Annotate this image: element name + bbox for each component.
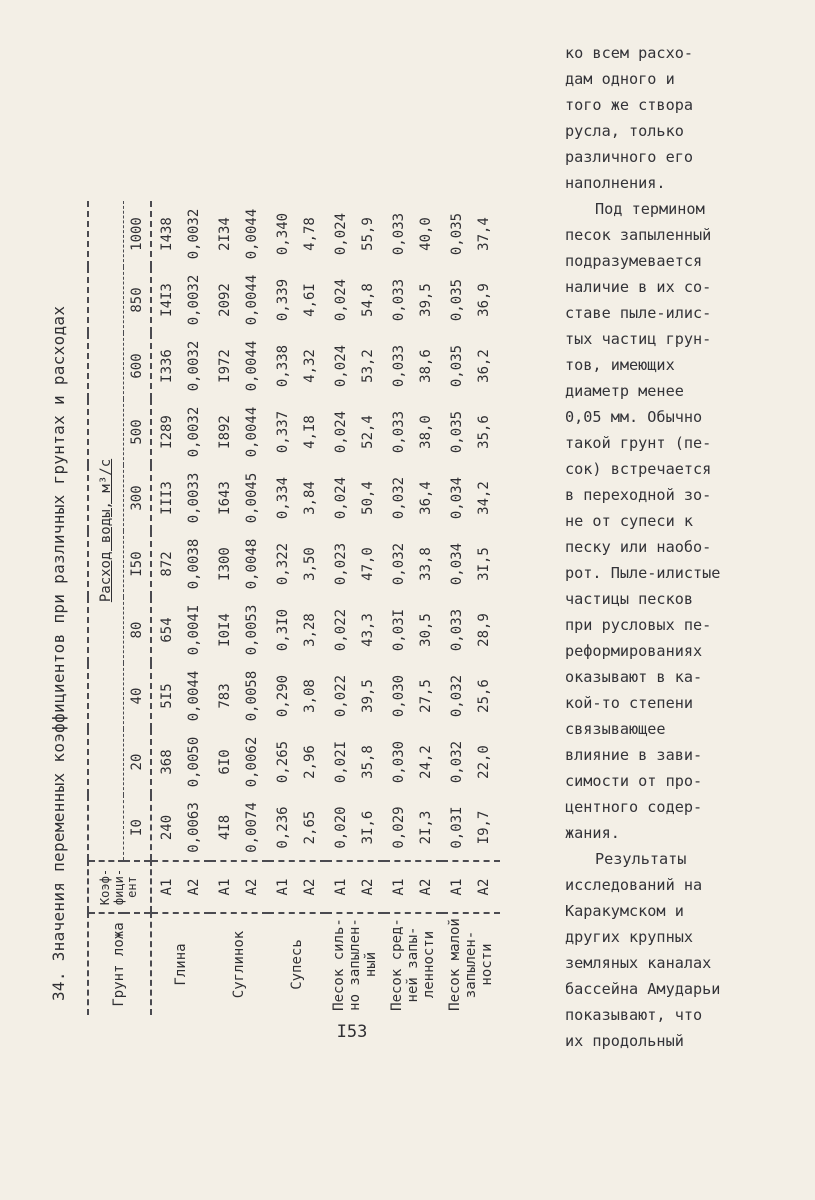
value-a1: 0,033 (391, 344, 408, 388)
value-a1: 0,032 (391, 476, 408, 520)
value-a2: 0,0058 (244, 670, 260, 722)
value-a2: 0,0045 (244, 472, 260, 524)
coefficient-a2: A2 (360, 878, 376, 896)
table-body (151, 201, 500, 1015)
header-flow: 1000 (124, 201, 152, 267)
value-a1: 0,337 (275, 410, 292, 454)
value-a1: 0,032 (449, 740, 466, 784)
value-cell (210, 333, 268, 399)
text-line: исследований на (565, 876, 703, 894)
value-a1: I300 (217, 547, 234, 581)
value-a2: 4,I8 (302, 415, 318, 449)
header-flow: 300 (124, 465, 152, 531)
coefficient-a2: A2 (476, 878, 492, 896)
value-a1: 0,029 (391, 806, 408, 849)
value-a1: 0,339 (275, 278, 292, 322)
text-line: связывающее (565, 720, 666, 738)
value-a2: 3,28 (302, 613, 318, 647)
value-cell (210, 201, 268, 267)
value-cell (326, 795, 384, 861)
value-a1: 0,024 (333, 410, 350, 454)
header-flow: 80 (124, 597, 152, 663)
text-line: ставе пыле-илис- (565, 304, 712, 322)
value-a2: 0,0044 (186, 670, 202, 722)
value-cell (151, 531, 210, 597)
text-line: наличие в их со- (565, 278, 712, 296)
text-line: влияние в зави- (565, 746, 703, 764)
value-cell (151, 399, 210, 465)
value-a1: 5I5 (159, 683, 176, 709)
value-cell (151, 729, 210, 795)
value-a1: 0,030 (391, 674, 408, 718)
value-cell (326, 267, 384, 333)
soil-name: Супесь (288, 939, 305, 990)
text-line: в переходной зо- (565, 486, 712, 504)
value-a2: 34,2 (476, 481, 492, 515)
value-a1: 0,030 (391, 740, 408, 784)
value-cell (151, 663, 210, 729)
value-a2: 37,4 (476, 217, 492, 251)
value-a1: 0,033 (449, 608, 466, 652)
value-a1: 0,022 (333, 608, 350, 652)
table-row (151, 201, 210, 1015)
value-cell (268, 399, 326, 465)
value-a1: 0,035 (449, 344, 466, 388)
value-cell (151, 597, 210, 663)
value-cell (151, 333, 210, 399)
coefficient-a2: A2 (186, 878, 202, 896)
value-cell (384, 597, 442, 663)
text-line: земляных каналах (565, 954, 712, 972)
text-line: того же створа (565, 96, 694, 114)
value-a2: 0,0074 (244, 802, 260, 853)
value-cell (268, 531, 326, 597)
text-line: реформированиях (565, 642, 703, 660)
header-flow-group: Расход воды, м³/с (88, 201, 124, 861)
coefficient-a2: A2 (418, 878, 434, 896)
text-line: сок) встречается (565, 460, 712, 478)
value-a2: 2I,3 (418, 810, 434, 845)
value-a2: 0,0044 (244, 274, 260, 326)
coefficient-a1: A1 (333, 878, 350, 896)
value-cell (384, 201, 442, 267)
value-a1: I438 (159, 217, 176, 251)
value-cell (326, 663, 384, 729)
value-cell (326, 729, 384, 795)
value-cell (384, 399, 442, 465)
text-line: рот. Пыле-илистые (565, 564, 721, 582)
coefficient-a2: A2 (244, 878, 260, 896)
value-cell (210, 465, 268, 531)
value-a1: 240 (159, 814, 176, 841)
text-line: песку или наобо- (565, 538, 712, 556)
text-line: диаметр менее (565, 382, 684, 400)
value-cell (326, 465, 384, 531)
value-cell (384, 663, 442, 729)
value-a1: 0,290 (275, 674, 292, 718)
value-cell (442, 795, 500, 861)
value-a1: 2I34 (217, 217, 234, 251)
value-a1: 654 (159, 617, 176, 643)
value-cell (268, 201, 326, 267)
value-a2: 35,8 (360, 745, 376, 779)
value-a2: 0,0053 (244, 604, 260, 656)
table-caption: 34. Значения переменных коэффициентов при различных грунтах и расходах (49, 305, 68, 1001)
text-line: тых частиц грун- (565, 330, 712, 348)
text-line: русла, только (565, 122, 684, 140)
value-a2: 38,6 (418, 349, 434, 383)
value-a1: 0,338 (275, 344, 292, 388)
value-cell (384, 795, 442, 861)
value-a1: 368 (159, 749, 176, 775)
coefficient-a1: A1 (275, 878, 292, 896)
value-a1: 0,033 (391, 410, 408, 454)
value-cell (268, 333, 326, 399)
text-line: симости от про- (565, 772, 703, 790)
value-cell (384, 333, 442, 399)
value-a2: 0,0032 (186, 406, 202, 458)
value-a1: 0,322 (275, 542, 292, 586)
value-a2: 54,8 (360, 283, 376, 317)
text-line: кой-то степени (565, 694, 694, 712)
value-a2: 3,08 (302, 679, 318, 713)
text-line: их продольный (565, 1032, 684, 1050)
coefficient-labels (210, 861, 268, 913)
value-cell (268, 465, 326, 531)
value-a1: 0,033 (391, 278, 408, 322)
coefficient-a1: A1 (159, 878, 176, 896)
value-cell (384, 465, 442, 531)
value-cell (210, 531, 268, 597)
value-a1: 0,032 (449, 674, 466, 718)
value-a2: 4,6I (302, 283, 318, 317)
value-a1: 0,035 (449, 278, 466, 322)
text-line: Под термином (595, 200, 705, 218)
value-a1: 0,03I (449, 806, 466, 849)
value-a1: I336 (159, 349, 176, 383)
value-a2: 38,0 (418, 415, 434, 449)
value-a2: 55,9 (360, 217, 376, 251)
value-a2: 3I,5 (476, 547, 492, 581)
value-cell (442, 663, 500, 729)
soil-name: Суглинок (230, 930, 247, 999)
text-line: ко всем расхо- (565, 44, 694, 62)
value-a1: 0,020 (333, 806, 350, 849)
header-coefficient: Коэф-фици-ент (88, 861, 151, 913)
value-a2: 0,0032 (186, 340, 202, 392)
header-flow: 500 (124, 399, 152, 465)
value-a2: 53,2 (360, 349, 376, 383)
value-cell (268, 597, 326, 663)
value-a1: 0,035 (449, 410, 466, 454)
value-a2: 47,0 (360, 547, 376, 581)
body-text-column (565, 40, 755, 1054)
coefficient-a1: A1 (391, 878, 408, 896)
value-a1: I0I4 (217, 613, 234, 647)
value-a1: 872 (159, 551, 176, 577)
text-line: такой грунт (пе- (565, 434, 712, 452)
table-row (326, 201, 384, 1015)
value-a2: 36,4 (418, 481, 434, 515)
value-a2: 0,0050 (186, 736, 202, 788)
value-a2: 30,5 (418, 613, 434, 647)
value-cell (210, 729, 268, 795)
soil-name: Песок силь-но запылен-ный (330, 918, 380, 1011)
header-flow: 20 (124, 729, 152, 795)
coefficient-labels (384, 861, 442, 913)
value-cell (151, 795, 210, 861)
value-cell (442, 201, 500, 267)
text-line: различного его (565, 148, 694, 166)
value-a1: 2092 (217, 283, 234, 317)
coefficients-table (87, 201, 500, 1015)
value-cell (326, 333, 384, 399)
value-a2: 2,65 (302, 810, 318, 845)
value-a2: 4,78 (302, 217, 318, 251)
value-a1: I972 (217, 349, 234, 383)
value-a1: 0,023 (333, 542, 350, 586)
value-a1: 0,265 (275, 740, 292, 784)
value-a2: 0,004I (186, 604, 202, 656)
text-line: не от супеси к (565, 512, 694, 530)
coefficient-labels (268, 861, 326, 913)
value-cell (210, 663, 268, 729)
coefficient-a2: A2 (302, 878, 318, 896)
value-cell (210, 795, 268, 861)
value-cell (384, 531, 442, 597)
coefficient-a1: A1 (449, 878, 466, 896)
value-a1: 0,035 (449, 212, 466, 256)
value-a1: 6I0 (217, 749, 234, 775)
value-a2: 36,9 (476, 283, 492, 317)
value-cell (442, 597, 500, 663)
value-a2: 39,5 (360, 679, 376, 713)
value-cell (151, 201, 210, 267)
value-a2: 3,50 (302, 547, 318, 581)
value-a2: 0,0062 (244, 736, 260, 788)
text-line: наполнения. (565, 174, 666, 192)
table-row (210, 201, 268, 1015)
text-line: Результаты (595, 850, 687, 868)
value-a2: 25,6 (476, 679, 492, 713)
value-a1: 0,340 (275, 212, 292, 256)
value-a1: 0,024 (333, 212, 350, 256)
value-a2: 3,84 (302, 481, 318, 515)
text-line: Каракумском и (565, 902, 684, 920)
rotated-table-block (37, 35, 557, 1015)
coefficient-a1: A1 (217, 878, 234, 896)
value-cell (384, 267, 442, 333)
value-a2: 0,0063 (186, 802, 202, 853)
value-a2: 39,5 (418, 283, 434, 317)
value-cell (268, 795, 326, 861)
value-a2: 36,2 (476, 349, 492, 383)
value-a1: 0,033 (391, 212, 408, 256)
header-flow: I0 (124, 795, 152, 861)
value-cell (268, 267, 326, 333)
value-cell (268, 729, 326, 795)
page-number: I53 (336, 1022, 368, 1042)
value-a2: 0,0032 (186, 208, 202, 260)
coefficient-labels (442, 861, 500, 913)
value-a1: 0,236 (275, 806, 292, 849)
text-line: дам одного и (565, 70, 675, 88)
value-cell (210, 267, 268, 333)
text-line: бассейна Амударьи (565, 980, 721, 998)
text-line: подразумевается (565, 252, 703, 270)
value-a1: 0,024 (333, 278, 350, 322)
value-a1: I4I3 (159, 283, 176, 317)
coefficient-labels (151, 861, 210, 913)
value-a2: 2,96 (302, 745, 318, 779)
value-a2: 33,8 (418, 547, 434, 581)
table-row (442, 201, 500, 1015)
value-cell (442, 531, 500, 597)
value-cell (210, 597, 268, 663)
value-a2: 0,0048 (244, 538, 260, 590)
value-a1: III3 (159, 481, 176, 515)
value-a2: 24,2 (418, 745, 434, 779)
value-a1: 0,024 (333, 344, 350, 388)
value-a2: I9,7 (476, 810, 492, 845)
value-a1: I289 (159, 415, 176, 449)
header-soil: Грунт ложа (88, 913, 151, 1015)
value-cell (442, 465, 500, 531)
value-a1: 0,334 (275, 476, 292, 520)
value-cell (326, 597, 384, 663)
value-cell (442, 267, 500, 333)
value-a2: 3I,6 (360, 810, 376, 845)
value-cell (151, 465, 210, 531)
text-line: центного содер- (565, 798, 703, 816)
value-cell (210, 399, 268, 465)
value-cell (268, 663, 326, 729)
value-a2: 35,6 (476, 415, 492, 449)
value-cell (442, 333, 500, 399)
text-line: 0,05 мм. Обычно (565, 408, 703, 426)
value-a2: 52,4 (360, 415, 376, 449)
value-a2: 22,0 (476, 745, 492, 779)
value-cell (326, 399, 384, 465)
value-a1: 0,03I (391, 608, 408, 652)
soil-name: Песок малой запылен-ности (446, 918, 496, 1011)
value-a1: 0,02I (333, 740, 350, 784)
coefficient-labels (326, 861, 384, 913)
value-a2: 0,0044 (244, 340, 260, 392)
value-a1: 4I8 (217, 814, 234, 841)
value-a2: 27,5 (418, 679, 434, 713)
value-a1: 0,032 (391, 542, 408, 586)
value-cell (442, 399, 500, 465)
soil-name: Песок сред-ней запы-ленности (388, 918, 438, 1011)
value-a1: 0,034 (449, 476, 466, 520)
text-line: других крупных (565, 928, 694, 946)
value-a2: 0,0033 (186, 472, 202, 524)
value-a2: 50,4 (360, 481, 376, 515)
value-cell (151, 267, 210, 333)
value-a1: 0,034 (449, 542, 466, 586)
value-cell (384, 729, 442, 795)
value-a1: 0,3I0 (275, 608, 292, 652)
value-cell (326, 531, 384, 597)
text-line: жания. (565, 824, 620, 842)
header-flow: 600 (124, 333, 152, 399)
header-flow: I50 (124, 531, 152, 597)
value-a2: 0,0038 (186, 538, 202, 590)
value-a1: 0,024 (333, 476, 350, 520)
soil-name: Глина (172, 943, 189, 986)
value-a1: I643 (217, 481, 234, 515)
header-flow: 40 (124, 663, 152, 729)
text-line: оказывают в ка- (565, 668, 703, 686)
value-a1: 783 (217, 683, 234, 709)
value-a1: 0,022 (333, 674, 350, 718)
table-row (384, 201, 442, 1015)
value-cell (442, 729, 500, 795)
table-row (268, 201, 326, 1015)
text-line: песок запыленный (565, 226, 712, 244)
header-flow: 850 (124, 267, 152, 333)
value-a2: 28,9 (476, 613, 492, 647)
value-cell (326, 201, 384, 267)
value-a2: 0,0044 (244, 208, 260, 260)
text-line: показывают, что (565, 1006, 703, 1024)
text-line: тов, имеющих (565, 356, 675, 374)
value-a2: 43,3 (360, 613, 376, 647)
value-a2: 0,0032 (186, 274, 202, 326)
value-a2: 40,0 (418, 217, 434, 251)
value-a1: I892 (217, 415, 234, 449)
value-a2: 0,0044 (244, 406, 260, 458)
value-a2: 4,32 (302, 349, 318, 383)
text-line: при русловых пе- (565, 616, 712, 634)
text-line: частицы песков (565, 590, 694, 608)
